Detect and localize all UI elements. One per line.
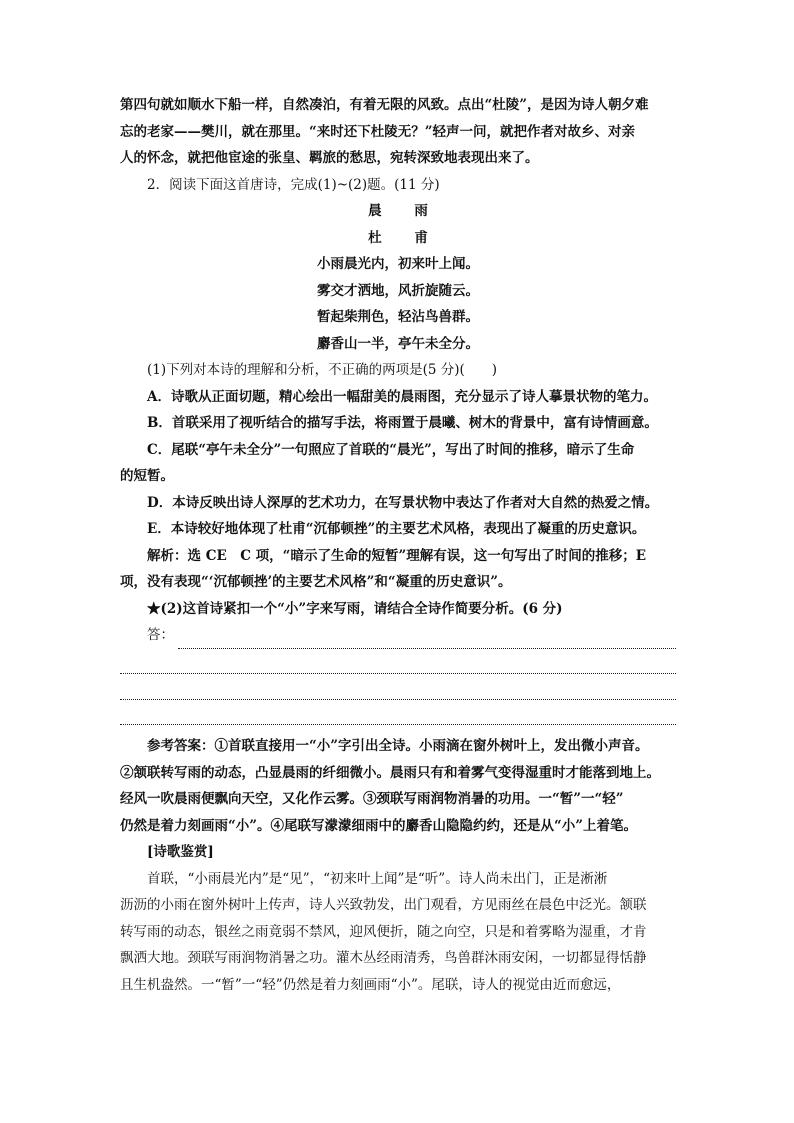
appreciation-line: 沥沥的小雨在窗外树叶上传声，诗人兴致勃发，出门观看，方见雨丝在晨色中泛光。颔联 bbox=[120, 897, 647, 913]
analysis-line: 项，没有表现“‘沉郁顿挫’的主要艺术风格”和“凝重的历史意识”。 bbox=[120, 574, 512, 590]
reference-line: 经风一吹晨雨便飘向天空，又化作云雾。③颈联写雨润物消暑的功用。一“暂”一“轻” bbox=[120, 791, 624, 807]
option-c: C．尾联“亭午未全分”一句照应了首联的“晨光”，写出了时间的推移，暗示了生命 bbox=[147, 441, 635, 458]
sub-question-1 bbox=[120, 357, 676, 596]
reference-line: 仍然是着力刻画雨“小”。④尾联写濛濛细雨中的麝香山隐隐约约，还是从“小”上着笔。 bbox=[120, 817, 638, 834]
analysis-line: 解析：选 CE C 项，“暗示了生命的短暂”理解有误，这一句写出了时间的推移；E bbox=[147, 547, 646, 564]
appreciation-line: 飘洒大地。颈联写雨润物消暑之功。灌木丛经雨清秀，鸟兽群沐雨安闲，一切都显得恬静 bbox=[120, 950, 647, 966]
answer-line[interactable] bbox=[120, 649, 676, 675]
answer-line[interactable] bbox=[178, 630, 676, 649]
answer-label: 答： bbox=[147, 627, 174, 643]
poem-author: 杜 甫 bbox=[368, 229, 442, 246]
option-b: B．首联采用了视听结合的描写手法，将雨置于晨曦、树木的背景中，富有诗情画意。 bbox=[147, 415, 658, 431]
appreciation-line: 首联，“小雨晨光内”是“见”，“初来叶上闻”是“听”。诗人尚未出门，正是淅淅 bbox=[147, 870, 608, 887]
answer-row bbox=[120, 622, 676, 649]
appreciation bbox=[120, 839, 676, 998]
option-c-cont: 的短暂。 bbox=[120, 468, 174, 484]
intro-line: 忘的老家——樊川，就在那里。“来时还下杜陵无？”轻声一问，就把作者对故乡、对亲 bbox=[120, 123, 636, 140]
poem bbox=[120, 198, 676, 357]
option-e: E．本诗较好地体现了杜甫“沉郁顿挫”的主要艺术风格，表现出了凝重的历史意识。 bbox=[147, 521, 646, 537]
poem-line: 暂起柴荆色，轻沾鸟兽群。 bbox=[317, 309, 479, 325]
appreciation-line: 且生机盎然。一“暂”一“轻”仍然是着力刻画雨“小”。尾联，诗人的视觉由近而愈远， bbox=[120, 976, 621, 993]
document-page bbox=[120, 92, 676, 998]
poem-line: 雾交才洒地，风折旋随云。 bbox=[317, 282, 479, 299]
intro-line: 人的怀念，就把他宦途的张皇、羁旅的愁思，宛转深致地表现出来了。 bbox=[120, 150, 539, 166]
appreciation-heading: [诗歌鉴赏] bbox=[147, 844, 214, 860]
intro-paragraph bbox=[120, 92, 676, 172]
reference-line: ②颔联转写雨的动态，凸显晨雨的纤细微小。晨雨只有和着雾气变得湿重时才能落到地上。 bbox=[120, 764, 660, 781]
answer-line[interactable] bbox=[120, 700, 676, 726]
option-d: D．本诗反映出诗人深厚的艺术功力，在写景状物中表达了作者对大自然的热爱之情。 bbox=[147, 494, 659, 511]
poem-line: 小雨晨光内，初来叶上闻。 bbox=[317, 256, 479, 272]
intro-line: 第四句就如顺水下船一样，自然凑泊，有着无限的风致。点出“杜陵”，是因为诗人朝夕难 bbox=[120, 97, 649, 113]
poem-line: 麝香山一半，亭午未全分。 bbox=[317, 335, 479, 352]
sub-question-prompt: (1)下列对本诗的理解和分析，不正确的两项是(5 分)( ) bbox=[147, 362, 498, 378]
sub-question-prompt: ★(2)这首诗紧扣一个“小”字来写雨，请结合全诗作简要分析。(6 分) bbox=[147, 600, 563, 617]
appreciation-line: 转写雨的动态，银丝之雨竟弱不禁风，迎风便折，随之向空，只是和着雾略为湿重，才肯 bbox=[120, 923, 647, 940]
reference-answer bbox=[120, 733, 676, 839]
option-a: A．诗歌从正面切题，精心绘出一幅甜美的晨雨图，充分显示了诗人摹景状物的笔力。 bbox=[147, 388, 657, 405]
reference-line: 参考答案：①首联直接用一“小”字引出全诗。小雨滴在窗外树叶上，发出微小声音。 bbox=[147, 738, 649, 754]
question-heading: 2．阅读下面这首唐诗，完成(1)~(2)题。(11 分) bbox=[147, 176, 440, 193]
sub-question-2 bbox=[120, 596, 676, 726]
answer-line[interactable] bbox=[120, 674, 676, 700]
poem-title: 晨 雨 bbox=[368, 203, 442, 219]
